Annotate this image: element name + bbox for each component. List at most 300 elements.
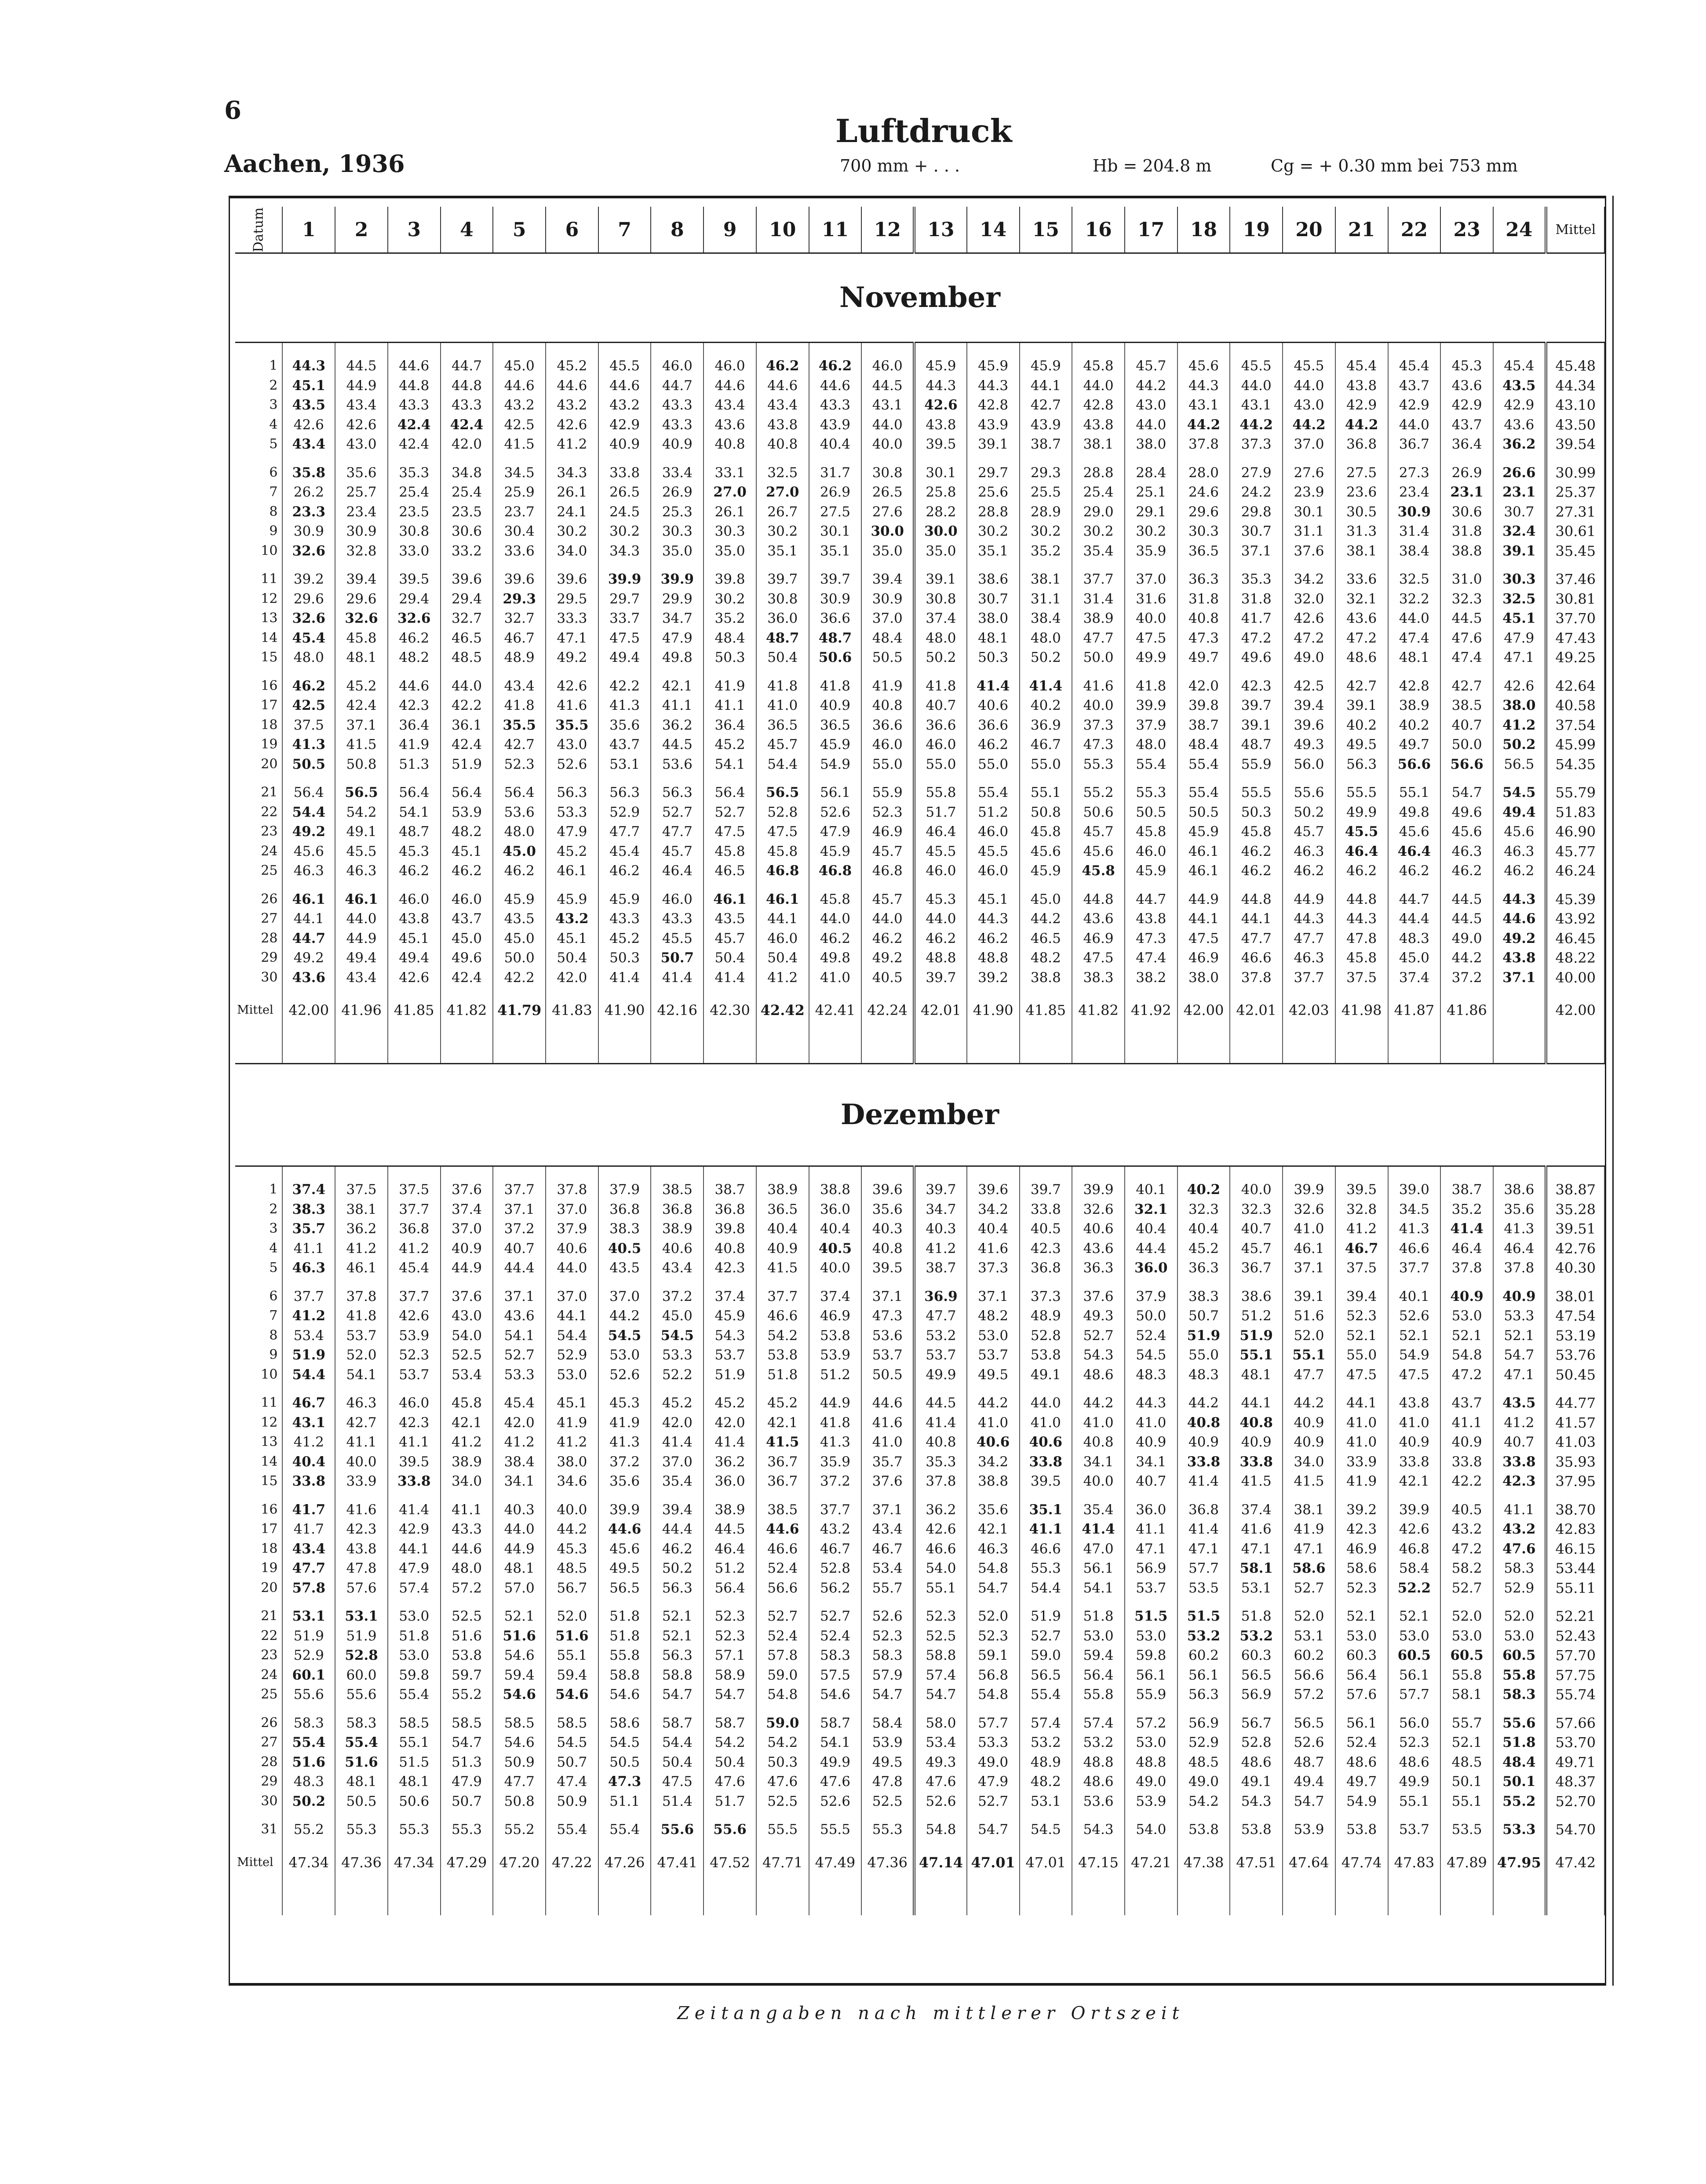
header-hour: 4 xyxy=(441,207,493,253)
hourly-value-cell: 43.6 xyxy=(1493,415,1546,435)
hourly-value-cell: 37.9 xyxy=(598,1180,651,1200)
hourly-value-cell: 29.5 xyxy=(546,589,598,609)
hourly-value-cell: 49.0 xyxy=(1125,1772,1177,1792)
hourly-value-cell: 40.9 xyxy=(809,696,862,716)
hourly-value-cell: 40.8 xyxy=(1072,1432,1125,1452)
hourly-value-cell: 49.2 xyxy=(1493,929,1546,949)
table-row xyxy=(235,948,1604,968)
table-row xyxy=(235,774,1604,803)
hourly-value-cell: 37.7 xyxy=(1283,968,1335,988)
hourly-value-cell: 40.7 xyxy=(914,696,967,716)
hourly-value-cell: 45.6 xyxy=(1440,822,1493,842)
hourly-value-cell: 36.2 xyxy=(1493,435,1546,454)
hourly-value-cell: 51.5 xyxy=(388,1753,441,1772)
daily-mean-cell: 48.37 xyxy=(1546,1772,1604,1792)
hourly-value-cell: 38.8 xyxy=(967,1472,1020,1491)
hourly-value-cell: 49.6 xyxy=(1440,803,1493,822)
hourly-value-cell: 44.9 xyxy=(441,1258,493,1278)
hourly-value-cell: 34.3 xyxy=(546,454,598,483)
hourly-value-cell: 30.3 xyxy=(651,522,704,541)
hourly-value-cell: 36.2 xyxy=(335,1219,388,1239)
hourly-value-cell: 36.3 xyxy=(1072,1258,1125,1278)
daily-mean-cell: 49.25 xyxy=(1546,648,1604,668)
hourly-value-cell: 43.8 xyxy=(1335,376,1388,396)
hourly-value-cell: 44.5 xyxy=(861,376,914,396)
hourly-value-cell: 49.4 xyxy=(1493,803,1546,822)
hourly-value-cell: 38.9 xyxy=(756,1180,809,1200)
hourly-value-cell: 41.6 xyxy=(861,1413,914,1433)
hourly-value-cell: 39.1 xyxy=(914,561,967,589)
hourly-value-cell: 37.3 xyxy=(1230,435,1283,454)
hourly-value-cell: 54.6 xyxy=(546,1685,598,1705)
date-cell: 18 xyxy=(235,1539,282,1559)
table-row xyxy=(235,1519,1604,1539)
hourly-value-cell: 46.5 xyxy=(704,861,756,881)
hourly-value-cell: 58.3 xyxy=(282,1705,335,1733)
hourly-value-cell: 32.6 xyxy=(1072,1200,1125,1220)
hourly-value-cell: 46.9 xyxy=(1177,948,1230,968)
hourly-value-cell: 58.3 xyxy=(809,1646,862,1665)
hourly-value-cell: 45.0 xyxy=(1388,948,1441,968)
hourly-value-cell: 45.3 xyxy=(388,842,441,862)
hourly-value-cell: 37.7 xyxy=(388,1278,441,1307)
hourly-value-cell: 41.9 xyxy=(546,1413,598,1433)
hourly-value-cell: 46.1 xyxy=(1283,1239,1335,1259)
hourly-value-cell: 52.0 xyxy=(1283,1326,1335,1346)
hourly-value-cell: 54.5 xyxy=(598,1733,651,1753)
daily-mean-cell: 30.61 xyxy=(1546,522,1604,541)
table-row xyxy=(235,1413,1604,1433)
hourly-value-cell: 38.0 xyxy=(1177,968,1230,988)
hourly-value-cell: 46.3 xyxy=(335,1384,388,1413)
hourly-value-cell: 46.7 xyxy=(493,628,546,648)
hourly-value-cell: 47.9 xyxy=(967,1772,1020,1792)
hourly-value-cell: 37.6 xyxy=(861,1472,914,1491)
hourly-value-cell: 46.9 xyxy=(1335,1539,1388,1559)
hourly-value-cell: 39.8 xyxy=(704,1219,756,1239)
hourly-value-cell: 44.0 xyxy=(1125,415,1177,435)
header-hour: 7 xyxy=(598,207,651,253)
hourly-value-cell: 44.9 xyxy=(493,1539,546,1559)
hourly-value-cell: 39.1 xyxy=(1335,696,1388,716)
hourly-value-cell: 44.0 xyxy=(335,909,388,929)
date-cell: 25 xyxy=(235,1685,282,1705)
hourly-value-cell: 38.6 xyxy=(967,561,1020,589)
daily-mean-cell: 37.46 xyxy=(1546,561,1604,589)
date-cell: 28 xyxy=(235,1753,282,1772)
hourly-value-cell: 43.2 xyxy=(546,395,598,415)
header-hour: 15 xyxy=(1020,207,1072,253)
spacer-cell xyxy=(967,343,1020,357)
hourly-value-cell: 33.6 xyxy=(493,541,546,561)
spacer-cell xyxy=(756,1166,809,1180)
hourly-value-cell: 40.6 xyxy=(967,1432,1020,1452)
hourly-value-cell: 46.2 xyxy=(1335,861,1388,881)
hourly-value-cell: 56.5 xyxy=(1020,1665,1072,1685)
hourly-value-cell: 35.4 xyxy=(651,1472,704,1491)
hourly-value-cell: 49.5 xyxy=(967,1365,1020,1385)
hourly-value-cell: 46.4 xyxy=(1493,1239,1546,1259)
hourly-value-cell: 30.3 xyxy=(1493,561,1546,589)
hourly-value-cell: 53.7 xyxy=(1388,1811,1441,1840)
hourly-value-cell: 45.8 xyxy=(756,842,809,862)
hourly-value-cell: 39.6 xyxy=(441,561,493,589)
hourly-value-cell: 51.5 xyxy=(1125,1598,1177,1626)
hourly-value-cell: 42.2 xyxy=(493,968,546,988)
hourly-value-cell: 33.0 xyxy=(388,541,441,561)
hourly-value-cell: 45.0 xyxy=(651,1306,704,1326)
hourly-value-cell: 30.0 xyxy=(861,522,914,541)
hourly-value-cell: 30.1 xyxy=(914,454,967,483)
hourly-value-cell: 55.4 xyxy=(388,1685,441,1705)
hourly-value-cell: 51.9 xyxy=(1020,1598,1072,1626)
table-row xyxy=(235,502,1604,522)
hourly-value-cell: 55.3 xyxy=(335,1811,388,1840)
hourly-value-cell: 43.8 xyxy=(1125,909,1177,929)
hourly-value-cell: 41.2 xyxy=(914,1239,967,1259)
date-cell: 25 xyxy=(235,861,282,881)
hourly-value-cell: 48.0 xyxy=(1020,628,1072,648)
date-cell: 5 xyxy=(235,435,282,454)
hourly-value-cell: 30.9 xyxy=(861,589,914,609)
hourly-value-cell: 33.9 xyxy=(1335,1452,1388,1472)
hourly-value-cell: 46.2 xyxy=(967,929,1020,949)
hourly-value-cell: 58.4 xyxy=(861,1705,914,1733)
date-cell: 15 xyxy=(235,1472,282,1491)
table-row xyxy=(235,482,1604,502)
hourly-value-cell: 49.4 xyxy=(1283,1772,1335,1792)
hourly-value-cell: 55.4 xyxy=(967,774,1020,803)
hourly-value-cell: 38.8 xyxy=(1440,541,1493,561)
hourly-value-cell: 31.1 xyxy=(1283,522,1335,541)
hourly-value-cell: 44.3 xyxy=(282,356,335,376)
date-cell: 2 xyxy=(235,376,282,396)
hourly-value-cell: 58.7 xyxy=(651,1705,704,1733)
hourly-value-cell: 37.0 xyxy=(1283,435,1335,454)
hourly-value-cell: 38.7 xyxy=(704,1180,756,1200)
hourly-value-cell: 51.2 xyxy=(704,1559,756,1578)
hourly-value-cell: 35.1 xyxy=(809,541,862,561)
hourly-value-cell: 46.7 xyxy=(809,1539,862,1559)
hourly-value-cell: 47.5 xyxy=(756,822,809,842)
hourly-value-cell: 36.8 xyxy=(704,1200,756,1220)
hourly-value-cell: 50.6 xyxy=(388,1792,441,1811)
hourly-value-cell: 32.6 xyxy=(1283,1200,1335,1220)
hourly-value-cell: 53.7 xyxy=(914,1345,967,1365)
hourly-value-cell: 50.4 xyxy=(756,648,809,668)
hourly-value-cell: 41.4 xyxy=(651,968,704,988)
hourly-value-cell: 58.5 xyxy=(546,1705,598,1733)
hourly-value-cell: 40.4 xyxy=(809,435,862,454)
hourly-value-cell: 30.7 xyxy=(1230,522,1283,541)
hourly-value-cell: 29.7 xyxy=(598,589,651,609)
hourly-value-cell: 34.1 xyxy=(1125,1452,1177,1472)
hourly-value-cell: 40.8 xyxy=(704,435,756,454)
hourly-value-cell: 44.6 xyxy=(598,1519,651,1539)
header-hour: 13 xyxy=(914,207,967,253)
daily-mean-cell: 47.54 xyxy=(1546,1306,1604,1326)
hourly-value-cell: 53.8 xyxy=(756,1345,809,1365)
hourly-value-cell: 44.8 xyxy=(388,376,441,396)
table-row xyxy=(235,541,1604,561)
spacer-cell xyxy=(546,343,598,357)
hourly-value-cell: 46.6 xyxy=(1388,1239,1441,1259)
daily-mean-cell: 43.50 xyxy=(1546,415,1604,435)
hourly-value-cell: 50.4 xyxy=(546,948,598,968)
table-row xyxy=(235,1685,1604,1705)
hourly-value-cell: 56.2 xyxy=(809,1578,862,1598)
hourly-value-cell: 54.3 xyxy=(1230,1792,1283,1811)
hourly-value-cell: 36.8 xyxy=(388,1219,441,1239)
hourly-value-cell: 36.7 xyxy=(1230,1258,1283,1278)
hourly-value-cell: 41.1 xyxy=(704,696,756,716)
hourly-value-cell: 52.3 xyxy=(967,1626,1020,1646)
date-cell: 22 xyxy=(235,1626,282,1646)
hourly-value-cell: 52.1 xyxy=(1388,1326,1441,1346)
hourly-value-cell: 52.0 xyxy=(967,1598,1020,1626)
hourly-value-cell: 39.4 xyxy=(335,561,388,589)
hourly-value-cell: 41.6 xyxy=(967,1239,1020,1259)
hourly-value-cell: 43.7 xyxy=(1388,376,1441,396)
table-row xyxy=(235,628,1604,648)
daily-mean-cell: 53.70 xyxy=(1546,1733,1604,1753)
hourly-value-cell: 46.2 xyxy=(388,628,441,648)
hourly-value-cell: 31.0 xyxy=(1440,561,1493,589)
hourly-value-cell: 34.8 xyxy=(441,454,493,483)
hourly-value-cell: 46.1 xyxy=(282,881,335,909)
date-cell: 16 xyxy=(235,668,282,696)
daily-mean-cell: 37.95 xyxy=(1546,1472,1604,1491)
hourly-value-cell: 40.7 xyxy=(1493,1432,1546,1452)
hourly-value-cell: 33.8 xyxy=(1020,1452,1072,1472)
hourly-mean-cell: 47.71 xyxy=(756,1840,809,1915)
hourly-value-cell: 44.3 xyxy=(1177,376,1230,396)
hourly-value-cell: 32.0 xyxy=(1283,589,1335,609)
hourly-value-cell: 48.8 xyxy=(914,948,967,968)
hourly-value-cell: 39.7 xyxy=(1230,696,1283,716)
hourly-value-cell: 43.0 xyxy=(1283,395,1335,415)
hourly-value-cell: 46.3 xyxy=(1283,842,1335,862)
date-cell: 18 xyxy=(235,716,282,735)
hourly-value-cell: 45.5 xyxy=(598,356,651,376)
hourly-value-cell: 26.1 xyxy=(704,502,756,522)
hourly-value-cell: 52.9 xyxy=(1493,1578,1546,1598)
hourly-value-cell: 50.4 xyxy=(651,1753,704,1772)
hourly-value-cell: 32.1 xyxy=(1335,589,1388,609)
hourly-value-cell: 46.6 xyxy=(756,1306,809,1326)
hourly-value-cell: 42.7 xyxy=(1335,668,1388,696)
hourly-value-cell: 50.5 xyxy=(861,648,914,668)
hourly-value-cell: 57.0 xyxy=(493,1578,546,1598)
hourly-value-cell: 38.3 xyxy=(1072,968,1125,988)
hourly-value-cell: 58.3 xyxy=(335,1705,388,1733)
hourly-value-cell: 37.4 xyxy=(1230,1491,1283,1520)
hourly-value-cell: 42.6 xyxy=(388,968,441,988)
hourly-value-cell: 39.5 xyxy=(388,561,441,589)
hourly-value-cell: 40.4 xyxy=(1177,1219,1230,1239)
hourly-value-cell: 41.5 xyxy=(493,435,546,454)
date-cell: 24 xyxy=(235,842,282,862)
hourly-mean-cell: 47.64 xyxy=(1283,1840,1335,1915)
hourly-value-cell: 46.1 xyxy=(704,881,756,909)
hourly-value-cell: 55.8 xyxy=(1493,1665,1546,1685)
hourly-value-cell: 50.0 xyxy=(1125,1306,1177,1326)
hourly-value-cell: 43.0 xyxy=(335,435,388,454)
hourly-value-cell: 40.8 xyxy=(861,1239,914,1259)
hourly-value-cell: 52.1 xyxy=(651,1598,704,1626)
table-row xyxy=(235,589,1604,609)
hourly-value-cell: 30.3 xyxy=(1177,522,1230,541)
hourly-value-cell: 41.4 xyxy=(1020,668,1072,696)
hourly-mean-cell: 47.34 xyxy=(282,1840,335,1915)
hourly-value-cell: 47.2 xyxy=(1335,628,1388,648)
hourly-value-cell: 57.5 xyxy=(809,1665,862,1685)
hourly-value-cell: 36.4 xyxy=(704,716,756,735)
table-row xyxy=(235,376,1604,396)
hourly-value-cell: 59.8 xyxy=(388,1665,441,1685)
hourly-value-cell: 46.6 xyxy=(1020,1539,1072,1559)
hourly-value-cell: 42.8 xyxy=(1072,395,1125,415)
hourly-value-cell: 43.4 xyxy=(282,435,335,454)
hourly-value-cell: 55.9 xyxy=(1125,1685,1177,1705)
hourly-value-cell: 37.7 xyxy=(809,1491,862,1520)
date-cell: 9 xyxy=(235,1345,282,1365)
hourly-value-cell: 36.2 xyxy=(704,1452,756,1472)
table-row xyxy=(235,1452,1604,1472)
hourly-value-cell: 29.7 xyxy=(967,454,1020,483)
hourly-value-cell: 39.4 xyxy=(1335,1278,1388,1307)
hourly-value-cell: 43.4 xyxy=(335,968,388,988)
hourly-value-cell: 38.1 xyxy=(335,1200,388,1220)
spacer-cell xyxy=(335,343,388,357)
hourly-value-cell: 53.0 xyxy=(598,1345,651,1365)
hourly-value-cell: 48.6 xyxy=(1335,1753,1388,1772)
hourly-value-cell: 47.1 xyxy=(546,628,598,648)
hourly-value-cell: 23.7 xyxy=(493,502,546,522)
hourly-value-cell: 36.6 xyxy=(809,609,862,628)
table-row xyxy=(235,415,1604,435)
hourly-value-cell: 44.8 xyxy=(1335,881,1388,909)
hourly-value-cell: 48.0 xyxy=(493,822,546,842)
hourly-value-cell: 56.6 xyxy=(1440,755,1493,774)
hourly-value-cell: 53.9 xyxy=(388,1326,441,1346)
hourly-value-cell: 48.8 xyxy=(1072,1753,1125,1772)
hourly-value-cell: 45.4 xyxy=(1493,356,1546,376)
hourly-value-cell: 54.1 xyxy=(493,1326,546,1346)
date-cell: 27 xyxy=(235,909,282,929)
header-hour: 14 xyxy=(967,207,1020,253)
hourly-value-cell: 54.7 xyxy=(651,1685,704,1705)
hourly-value-cell: 56.1 xyxy=(809,774,862,803)
hourly-value-cell: 46.1 xyxy=(756,881,809,909)
hourly-value-cell: 47.1 xyxy=(1177,1539,1230,1559)
hourly-value-cell: 60.1 xyxy=(282,1665,335,1685)
hourly-value-cell: 43.5 xyxy=(1493,1384,1546,1413)
hourly-value-cell: 56.4 xyxy=(493,774,546,803)
hourly-value-cell: 28.4 xyxy=(1125,454,1177,483)
hourly-mean-cell: 47.95 xyxy=(1493,1840,1546,1915)
hourly-value-cell: 35.1 xyxy=(967,541,1020,561)
hourly-value-cell: 50.8 xyxy=(1020,803,1072,822)
hourly-value-cell: 57.1 xyxy=(704,1646,756,1665)
hourly-value-cell: 51.6 xyxy=(282,1753,335,1772)
hourly-value-cell: 36.3 xyxy=(1177,1258,1230,1278)
hourly-value-cell: 36.8 xyxy=(1177,1491,1230,1520)
hourly-value-cell: 52.1 xyxy=(1493,1326,1546,1346)
hourly-value-cell: 45.6 xyxy=(282,842,335,862)
gravity-correction-note: Cg = + 0.30 mm bei 753 mm xyxy=(1271,156,1518,175)
hourly-value-cell: 49.9 xyxy=(1335,803,1388,822)
hourly-value-cell: 41.8 xyxy=(809,668,862,696)
hourly-value-cell: 51.7 xyxy=(914,803,967,822)
hourly-value-cell: 55.1 xyxy=(1440,1792,1493,1811)
hourly-value-cell: 28.9 xyxy=(1020,502,1072,522)
hourly-mean-cell: 42.24 xyxy=(861,987,914,1064)
hourly-value-cell: 44.5 xyxy=(651,735,704,755)
hourly-value-cell: 52.3 xyxy=(914,1598,967,1626)
spacer-cell xyxy=(861,343,914,357)
hourly-value-cell: 25.4 xyxy=(441,482,493,502)
hourly-value-cell: 37.5 xyxy=(1335,1258,1388,1278)
hourly-value-cell: 35.5 xyxy=(493,716,546,735)
table-row xyxy=(235,735,1604,755)
hourly-value-cell: 50.8 xyxy=(335,755,388,774)
hourly-value-cell: 52.3 xyxy=(1388,1733,1441,1753)
hourly-value-cell: 42.4 xyxy=(335,696,388,716)
daily-mean-cell: 46.24 xyxy=(1546,861,1604,881)
table-row xyxy=(235,1559,1604,1578)
table-row xyxy=(235,435,1604,454)
hourly-value-cell: 48.0 xyxy=(441,1559,493,1578)
month-heading-row xyxy=(235,253,1604,343)
hourly-value-cell: 56.4 xyxy=(1072,1665,1125,1685)
hourly-value-cell: 41.0 xyxy=(1072,1413,1125,1433)
hourly-value-cell: 33.8 xyxy=(1440,1452,1493,1472)
spacer-cell xyxy=(1335,343,1388,357)
hourly-value-cell: 45.5 xyxy=(914,842,967,862)
hourly-value-cell: 47.3 xyxy=(1072,735,1125,755)
hourly-value-cell: 46.2 xyxy=(1440,861,1493,881)
hourly-value-cell: 53.0 xyxy=(1388,1626,1441,1646)
hourly-value-cell: 52.6 xyxy=(809,1792,862,1811)
hourly-value-cell: 43.3 xyxy=(441,1519,493,1539)
hourly-value-cell: 38.5 xyxy=(651,1180,704,1200)
hourly-value-cell: 43.6 xyxy=(1440,376,1493,396)
hourly-value-cell: 43.4 xyxy=(493,668,546,696)
hourly-value-cell: 47.4 xyxy=(1388,628,1441,648)
hourly-value-cell: 37.1 xyxy=(861,1491,914,1520)
hourly-value-cell: 39.6 xyxy=(967,1180,1020,1200)
hourly-value-cell: 52.7 xyxy=(1072,1326,1125,1346)
table-row xyxy=(235,1792,1604,1811)
hourly-value-cell: 45.5 xyxy=(1283,356,1335,376)
hourly-value-cell: 29.9 xyxy=(651,589,704,609)
spacer-cell xyxy=(388,343,441,357)
hourly-value-cell: 48.4 xyxy=(1493,1753,1546,1772)
hourly-value-cell: 41.9 xyxy=(598,1413,651,1433)
hourly-value-cell: 54.4 xyxy=(651,1733,704,1753)
daily-mean-cell: 57.66 xyxy=(1546,1705,1604,1733)
hourly-value-cell: 51.6 xyxy=(493,1626,546,1646)
hourly-value-cell: 51.8 xyxy=(1230,1598,1283,1626)
hourly-value-cell: 46.0 xyxy=(651,881,704,909)
hourly-value-cell: 36.4 xyxy=(388,716,441,735)
hourly-value-cell: 51.9 xyxy=(282,1345,335,1365)
table-row xyxy=(235,1219,1604,1239)
hourly-value-cell: 44.3 xyxy=(967,376,1020,396)
hourly-value-cell: 39.2 xyxy=(282,561,335,589)
hourly-value-cell: 38.4 xyxy=(493,1452,546,1472)
